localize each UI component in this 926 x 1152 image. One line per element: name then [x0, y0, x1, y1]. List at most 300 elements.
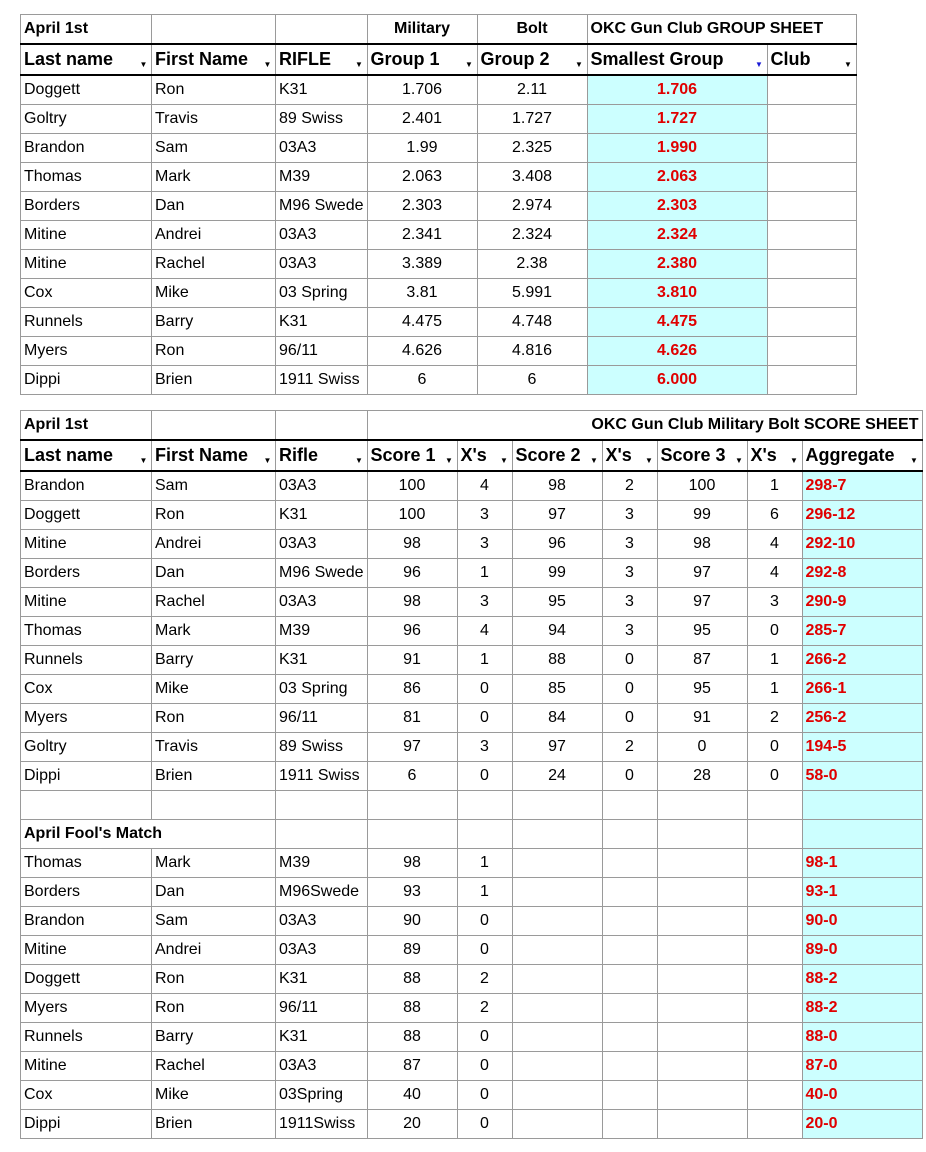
empty-cell[interactable]: [602, 965, 657, 994]
aggregate-cell[interactable]: 87-0: [802, 1052, 922, 1081]
empty-cell[interactable]: [747, 878, 802, 907]
x-cell[interactable]: 0: [457, 936, 512, 965]
score-cell[interactable]: 88: [367, 1023, 457, 1052]
x1-cell[interactable]: 0: [457, 704, 512, 733]
group1-cell[interactable]: 4.626: [367, 337, 477, 366]
score-title[interactable]: OKC Gun Club Military Bolt SCORE SHEET: [367, 411, 922, 441]
last-name-cell[interactable]: Thomas: [21, 163, 152, 192]
rifle-cell[interactable]: 96/11: [276, 994, 368, 1023]
score-header-rifle[interactable]: [276, 440, 368, 471]
score1-cell[interactable]: 91: [367, 646, 457, 675]
x3-cell[interactable]: 6: [747, 501, 802, 530]
empty-cell[interactable]: [602, 849, 657, 878]
last-name-cell[interactable]: Cox: [21, 279, 152, 308]
x2-cell[interactable]: 0: [602, 704, 657, 733]
score3-cell[interactable]: 0: [657, 733, 747, 762]
aggregate-cell[interactable]: 88-0: [802, 1023, 922, 1052]
empty-cell[interactable]: [657, 1081, 747, 1110]
smallest-group-cell[interactable]: 4.475: [587, 308, 767, 337]
group2-cell[interactable]: 5.991: [477, 279, 587, 308]
group2-cell[interactable]: 4.816: [477, 337, 587, 366]
club-cell[interactable]: [767, 221, 856, 250]
rifle-cell[interactable]: K31: [276, 75, 368, 105]
rifle-cell[interactable]: K31: [276, 501, 368, 530]
empty-cell[interactable]: [657, 1052, 747, 1081]
group1-cell[interactable]: 4.475: [367, 308, 477, 337]
rifle-cell[interactable]: M39: [276, 617, 368, 646]
x2-cell[interactable]: 0: [602, 675, 657, 704]
first-name-cell[interactable]: Brien: [152, 1110, 276, 1139]
last-name-cell[interactable]: Mitine: [21, 936, 152, 965]
empty-cell[interactable]: [512, 965, 602, 994]
score2-cell[interactable]: 98: [512, 471, 602, 501]
last-name-cell[interactable]: Dippi: [21, 366, 152, 395]
score2-cell[interactable]: 94: [512, 617, 602, 646]
dropdown-arrow-icon[interactable]: ▼: [355, 60, 363, 69]
group-header-last-name[interactable]: [21, 44, 152, 75]
last-name-cell[interactable]: Myers: [21, 704, 152, 733]
empty-cell[interactable]: [512, 907, 602, 936]
score1-cell[interactable]: 98: [367, 588, 457, 617]
first-name-cell[interactable]: Dan: [152, 878, 276, 907]
empty-cell[interactable]: [512, 1052, 602, 1081]
empty-cell[interactable]: [747, 1052, 802, 1081]
last-name-cell[interactable]: Myers: [21, 337, 152, 366]
empty-cell[interactable]: [602, 878, 657, 907]
empty-cell[interactable]: [512, 878, 602, 907]
smallest-group-cell[interactable]: 4.626: [587, 337, 767, 366]
empty-cell[interactable]: [657, 878, 747, 907]
group1-cell[interactable]: 1.99: [367, 134, 477, 163]
group-date[interactable]: April 1st: [21, 15, 152, 45]
first-name-cell[interactable]: Rachel: [152, 588, 276, 617]
first-name-cell[interactable]: Sam: [152, 907, 276, 936]
empty-cell[interactable]: [512, 936, 602, 965]
x-cell[interactable]: 0: [457, 907, 512, 936]
smallest-group-cell[interactable]: 2.380: [587, 250, 767, 279]
last-name-cell[interactable]: Runnels: [21, 1023, 152, 1052]
rifle-cell[interactable]: K31: [276, 965, 368, 994]
first-name-cell[interactable]: Mark: [152, 849, 276, 878]
group1-cell[interactable]: 3.389: [367, 250, 477, 279]
group-title-military[interactable]: Military: [367, 15, 477, 45]
first-name-cell[interactable]: Ron: [152, 704, 276, 733]
aggregate-cell[interactable]: 40-0: [802, 1081, 922, 1110]
aggregate-cell[interactable]: 93-1: [802, 878, 922, 907]
empty-cell[interactable]: [747, 1081, 802, 1110]
dropdown-arrow-icon[interactable]: ▼: [355, 456, 363, 465]
empty-cell[interactable]: [657, 907, 747, 936]
rifle-cell[interactable]: 1911 Swiss: [276, 762, 368, 791]
club-cell[interactable]: [767, 105, 856, 134]
x3-cell[interactable]: 4: [747, 530, 802, 559]
smallest-group-cell[interactable]: 3.810: [587, 279, 767, 308]
group2-cell[interactable]: 4.748: [477, 308, 587, 337]
x2-cell[interactable]: 0: [602, 762, 657, 791]
first-name-cell[interactable]: Sam: [152, 134, 276, 163]
aggregate-cell[interactable]: 292-10: [802, 530, 922, 559]
dropdown-arrow-icon[interactable]: ▼: [645, 456, 653, 465]
empty-cell[interactable]: [747, 1023, 802, 1052]
first-name-cell[interactable]: Ron: [152, 337, 276, 366]
first-name-cell[interactable]: Dan: [152, 192, 276, 221]
april-fools-title[interactable]: April Fool's Match: [21, 820, 276, 849]
x2-cell[interactable]: 3: [602, 588, 657, 617]
first-name-cell[interactable]: Mike: [152, 675, 276, 704]
rifle-cell[interactable]: 03 Spring: [276, 279, 368, 308]
club-cell[interactable]: [767, 192, 856, 221]
score1-cell[interactable]: 96: [367, 559, 457, 588]
last-name-cell[interactable]: Cox: [21, 675, 152, 704]
empty-cell[interactable]: [602, 907, 657, 936]
smallest-group-cell[interactable]: 6.000: [587, 366, 767, 395]
empty-cell[interactable]: [602, 1023, 657, 1052]
group2-cell[interactable]: 2.974: [477, 192, 587, 221]
empty-cell[interactable]: [657, 936, 747, 965]
aggregate-cell[interactable]: 90-0: [802, 907, 922, 936]
aggregate-cell[interactable]: 98-1: [802, 849, 922, 878]
aggregate-cell[interactable]: 88-2: [802, 965, 922, 994]
empty-cell[interactable]: [747, 849, 802, 878]
score-header-last-name[interactable]: [21, 440, 152, 471]
smallest-group-cell[interactable]: 2.324: [587, 221, 767, 250]
club-cell[interactable]: [767, 308, 856, 337]
last-name-cell[interactable]: Mitine: [21, 588, 152, 617]
empty-cell[interactable]: [602, 994, 657, 1023]
last-name-cell[interactable]: Dippi: [21, 1110, 152, 1139]
first-name-cell[interactable]: Andrei: [152, 530, 276, 559]
score3-cell[interactable]: 97: [657, 588, 747, 617]
first-name-cell[interactable]: Ron: [152, 965, 276, 994]
score1-cell[interactable]: 100: [367, 501, 457, 530]
x-cell[interactable]: 0: [457, 1081, 512, 1110]
last-name-cell[interactable]: Goltry: [21, 733, 152, 762]
x3-cell[interactable]: 1: [747, 675, 802, 704]
group-header-group-1[interactable]: [367, 44, 477, 75]
group2-cell[interactable]: 3.408: [477, 163, 587, 192]
x2-cell[interactable]: 2: [602, 471, 657, 501]
empty-cell[interactable]: [512, 1023, 602, 1052]
dropdown-arrow-icon[interactable]: ▼: [790, 456, 798, 465]
x1-cell[interactable]: 1: [457, 559, 512, 588]
score2-cell[interactable]: 85: [512, 675, 602, 704]
rifle-cell[interactable]: K31: [276, 308, 368, 337]
aggregate-cell[interactable]: 296-12: [802, 501, 922, 530]
empty-cell[interactable]: [602, 1081, 657, 1110]
last-name-cell[interactable]: Brandon: [21, 907, 152, 936]
aggregate-cell[interactable]: 292-8: [802, 559, 922, 588]
dropdown-arrow-icon[interactable]: ▼: [263, 456, 272, 465]
x3-cell[interactable]: 4: [747, 559, 802, 588]
group1-cell[interactable]: 2.401: [367, 105, 477, 134]
dropdown-arrow-icon[interactable]: ▼: [139, 60, 148, 69]
first-name-cell[interactable]: Barry: [152, 646, 276, 675]
x3-cell[interactable]: 2: [747, 704, 802, 733]
group-header-group-2[interactable]: [477, 44, 587, 75]
rifle-cell[interactable]: 03A3: [276, 530, 368, 559]
score-header-x-s-6[interactable]: [602, 440, 657, 471]
rifle-cell[interactable]: 03A3: [276, 936, 368, 965]
last-name-cell[interactable]: Doggett: [21, 501, 152, 530]
first-name-cell[interactable]: Barry: [152, 1023, 276, 1052]
x-cell[interactable]: 1: [457, 878, 512, 907]
last-name-cell[interactable]: Mitine: [21, 1052, 152, 1081]
empty-cell[interactable]: [747, 994, 802, 1023]
club-cell[interactable]: [767, 366, 856, 395]
first-name-cell[interactable]: Travis: [152, 733, 276, 762]
dropdown-arrow-icon[interactable]: ▼: [263, 60, 272, 69]
empty-cell[interactable]: [602, 1052, 657, 1081]
score3-cell[interactable]: 100: [657, 471, 747, 501]
group1-cell[interactable]: 1.706: [367, 75, 477, 105]
x1-cell[interactable]: 3: [457, 733, 512, 762]
dropdown-arrow-icon[interactable]: ▼: [590, 456, 598, 465]
rifle-cell[interactable]: 03A3: [276, 471, 368, 501]
group-header-club[interactable]: [767, 44, 856, 75]
first-name-cell[interactable]: Mark: [152, 163, 276, 192]
last-name-cell[interactable]: Thomas: [21, 617, 152, 646]
empty-cell[interactable]: [512, 1081, 602, 1110]
last-name-cell[interactable]: Dippi: [21, 762, 152, 791]
first-name-cell[interactable]: Rachel: [152, 1052, 276, 1081]
last-name-cell[interactable]: Borders: [21, 878, 152, 907]
x1-cell[interactable]: 0: [457, 762, 512, 791]
aggregate-cell[interactable]: 20-0: [802, 1110, 922, 1139]
club-cell[interactable]: [767, 337, 856, 366]
smallest-group-cell[interactable]: 1.727: [587, 105, 767, 134]
last-name-cell[interactable]: Mitine: [21, 530, 152, 559]
group-header-smallest-group[interactable]: [587, 44, 767, 75]
rifle-cell[interactable]: 89 Swiss: [276, 733, 368, 762]
empty-cell[interactable]: [657, 994, 747, 1023]
group2-cell[interactable]: 2.38: [477, 250, 587, 279]
score-header-x-s-8[interactable]: [747, 440, 802, 471]
x3-cell[interactable]: 3: [747, 588, 802, 617]
rifle-cell[interactable]: 03A3: [276, 250, 368, 279]
group2-cell[interactable]: 6: [477, 366, 587, 395]
score2-cell[interactable]: 96: [512, 530, 602, 559]
score1-cell[interactable]: 81: [367, 704, 457, 733]
dropdown-arrow-icon[interactable]: ▼: [735, 456, 743, 465]
rifle-cell[interactable]: 03A3: [276, 221, 368, 250]
dropdown-arrow-icon[interactable]: ▼: [910, 456, 918, 465]
last-name-cell[interactable]: Myers: [21, 994, 152, 1023]
rifle-cell[interactable]: M39: [276, 163, 368, 192]
empty-cell[interactable]: [602, 1110, 657, 1139]
x1-cell[interactable]: 0: [457, 675, 512, 704]
rifle-cell[interactable]: M96 Swede: [276, 192, 368, 221]
x1-cell[interactable]: 3: [457, 501, 512, 530]
rifle-cell[interactable]: 03A3: [276, 1052, 368, 1081]
score2-cell[interactable]: 88: [512, 646, 602, 675]
rifle-cell[interactable]: M96Swede: [276, 878, 368, 907]
score3-cell[interactable]: 95: [657, 675, 747, 704]
score1-cell[interactable]: 96: [367, 617, 457, 646]
x2-cell[interactable]: 2: [602, 733, 657, 762]
rifle-cell[interactable]: 03A3: [276, 134, 368, 163]
last-name-cell[interactable]: Borders: [21, 192, 152, 221]
x1-cell[interactable]: 1: [457, 646, 512, 675]
empty-cell[interactable]: [602, 936, 657, 965]
dropdown-arrow-icon[interactable]: ▼: [575, 60, 583, 69]
group2-cell[interactable]: 2.325: [477, 134, 587, 163]
group1-cell[interactable]: 2.063: [367, 163, 477, 192]
x2-cell[interactable]: 3: [602, 617, 657, 646]
rifle-cell[interactable]: 1911 Swiss: [276, 366, 368, 395]
dropdown-arrow-icon[interactable]: ▼: [755, 60, 763, 69]
score-cell[interactable]: 89: [367, 936, 457, 965]
rifle-cell[interactable]: 96/11: [276, 337, 368, 366]
score-cell[interactable]: 88: [367, 965, 457, 994]
x1-cell[interactable]: 4: [457, 471, 512, 501]
score-header-x-s-4[interactable]: [457, 440, 512, 471]
dropdown-arrow-icon[interactable]: ▼: [445, 456, 453, 465]
aggregate-cell[interactable]: 266-1: [802, 675, 922, 704]
group1-cell[interactable]: 2.341: [367, 221, 477, 250]
score-cell[interactable]: 88: [367, 994, 457, 1023]
first-name-cell[interactable]: Mike: [152, 279, 276, 308]
x3-cell[interactable]: 1: [747, 646, 802, 675]
empty-cell[interactable]: [747, 965, 802, 994]
score-header-aggregate[interactable]: [802, 440, 922, 471]
first-name-cell[interactable]: Andrei: [152, 936, 276, 965]
rifle-cell[interactable]: K31: [276, 1023, 368, 1052]
x2-cell[interactable]: 3: [602, 559, 657, 588]
score-header-score-3[interactable]: [657, 440, 747, 471]
first-name-cell[interactable]: Mike: [152, 1081, 276, 1110]
last-name-cell[interactable]: Borders: [21, 559, 152, 588]
group-title-sheet[interactable]: OKC Gun Club GROUP SHEET: [587, 15, 856, 45]
club-cell[interactable]: [767, 279, 856, 308]
last-name-cell[interactable]: Mitine: [21, 221, 152, 250]
score-header-score-2[interactable]: [512, 440, 602, 471]
x1-cell[interactable]: 3: [457, 530, 512, 559]
x2-cell[interactable]: 3: [602, 530, 657, 559]
club-cell[interactable]: [767, 75, 856, 105]
first-name-cell[interactable]: Travis: [152, 105, 276, 134]
score-date[interactable]: April 1st: [21, 411, 152, 441]
last-name-cell[interactable]: Runnels: [21, 308, 152, 337]
first-name-cell[interactable]: Andrei: [152, 221, 276, 250]
club-cell[interactable]: [767, 250, 856, 279]
x-cell[interactable]: 1: [457, 849, 512, 878]
x-cell[interactable]: 2: [457, 965, 512, 994]
x2-cell[interactable]: 0: [602, 646, 657, 675]
empty-cell[interactable]: [657, 849, 747, 878]
rifle-cell[interactable]: 03Spring: [276, 1081, 368, 1110]
score1-cell[interactable]: 97: [367, 733, 457, 762]
score1-cell[interactable]: 86: [367, 675, 457, 704]
empty-cell[interactable]: [657, 965, 747, 994]
empty-cell[interactable]: [512, 849, 602, 878]
empty-cell[interactable]: [747, 907, 802, 936]
empty-cell[interactable]: [512, 994, 602, 1023]
score-cell[interactable]: 40: [367, 1081, 457, 1110]
aggregate-cell[interactable]: 298-7: [802, 471, 922, 501]
x-cell[interactable]: 0: [457, 1052, 512, 1081]
x3-cell[interactable]: 0: [747, 762, 802, 791]
first-name-cell[interactable]: Brien: [152, 366, 276, 395]
last-name-cell[interactable]: Runnels: [21, 646, 152, 675]
score1-cell[interactable]: 6: [367, 762, 457, 791]
empty-cell[interactable]: [657, 1023, 747, 1052]
last-name-cell[interactable]: Doggett: [21, 965, 152, 994]
score-cell[interactable]: 98: [367, 849, 457, 878]
group-header-first-name[interactable]: [152, 44, 276, 75]
score3-cell[interactable]: 97: [657, 559, 747, 588]
last-name-cell[interactable]: Brandon: [21, 134, 152, 163]
rifle-cell[interactable]: K31: [276, 646, 368, 675]
first-name-cell[interactable]: Ron: [152, 501, 276, 530]
last-name-cell[interactable]: Brandon: [21, 471, 152, 501]
score3-cell[interactable]: 87: [657, 646, 747, 675]
score-cell[interactable]: 90: [367, 907, 457, 936]
smallest-group-cell[interactable]: 1.990: [587, 134, 767, 163]
last-name-cell[interactable]: Mitine: [21, 250, 152, 279]
aggregate-cell[interactable]: 88-2: [802, 994, 922, 1023]
score3-cell[interactable]: 98: [657, 530, 747, 559]
last-name-cell[interactable]: Doggett: [21, 75, 152, 105]
group1-cell[interactable]: 6: [367, 366, 477, 395]
dropdown-arrow-icon[interactable]: ▼: [139, 456, 148, 465]
group2-cell[interactable]: 2.11: [477, 75, 587, 105]
aggregate-cell[interactable]: 256-2: [802, 704, 922, 733]
x-cell[interactable]: 2: [457, 994, 512, 1023]
smallest-group-cell[interactable]: 2.303: [587, 192, 767, 221]
group1-cell[interactable]: 3.81: [367, 279, 477, 308]
score-cell[interactable]: 20: [367, 1110, 457, 1139]
score3-cell[interactable]: 99: [657, 501, 747, 530]
score2-cell[interactable]: 24: [512, 762, 602, 791]
score2-cell[interactable]: 97: [512, 501, 602, 530]
score3-cell[interactable]: 28: [657, 762, 747, 791]
score-cell[interactable]: 93: [367, 878, 457, 907]
empty-cell[interactable]: [747, 1110, 802, 1139]
group-header-rifle[interactable]: [276, 44, 368, 75]
rifle-cell[interactable]: M96 Swede: [276, 559, 368, 588]
empty-cell[interactable]: [747, 936, 802, 965]
first-name-cell[interactable]: Sam: [152, 471, 276, 501]
aggregate-cell[interactable]: 266-2: [802, 646, 922, 675]
score2-cell[interactable]: 84: [512, 704, 602, 733]
smallest-group-cell[interactable]: 1.706: [587, 75, 767, 105]
last-name-cell[interactable]: Cox: [21, 1081, 152, 1110]
dropdown-arrow-icon[interactable]: ▼: [465, 60, 473, 69]
first-name-cell[interactable]: Brien: [152, 762, 276, 791]
score2-cell[interactable]: 99: [512, 559, 602, 588]
rifle-cell[interactable]: 03 Spring: [276, 675, 368, 704]
first-name-cell[interactable]: Mark: [152, 617, 276, 646]
group1-cell[interactable]: 2.303: [367, 192, 477, 221]
score1-cell[interactable]: 98: [367, 530, 457, 559]
score2-cell[interactable]: 95: [512, 588, 602, 617]
dropdown-arrow-icon[interactable]: ▼: [500, 456, 508, 465]
first-name-cell[interactable]: Ron: [152, 75, 276, 105]
x-cell[interactable]: 0: [457, 1023, 512, 1052]
x3-cell[interactable]: 0: [747, 617, 802, 646]
aggregate-cell[interactable]: 58-0: [802, 762, 922, 791]
first-name-cell[interactable]: Barry: [152, 308, 276, 337]
first-name-cell[interactable]: Dan: [152, 559, 276, 588]
x2-cell[interactable]: 3: [602, 501, 657, 530]
x1-cell[interactable]: 3: [457, 588, 512, 617]
group2-cell[interactable]: 1.727: [477, 105, 587, 134]
aggregate-cell[interactable]: 290-9: [802, 588, 922, 617]
score3-cell[interactable]: 95: [657, 617, 747, 646]
rifle-cell[interactable]: 89 Swiss: [276, 105, 368, 134]
group2-cell[interactable]: 2.324: [477, 221, 587, 250]
x3-cell[interactable]: 1: [747, 471, 802, 501]
